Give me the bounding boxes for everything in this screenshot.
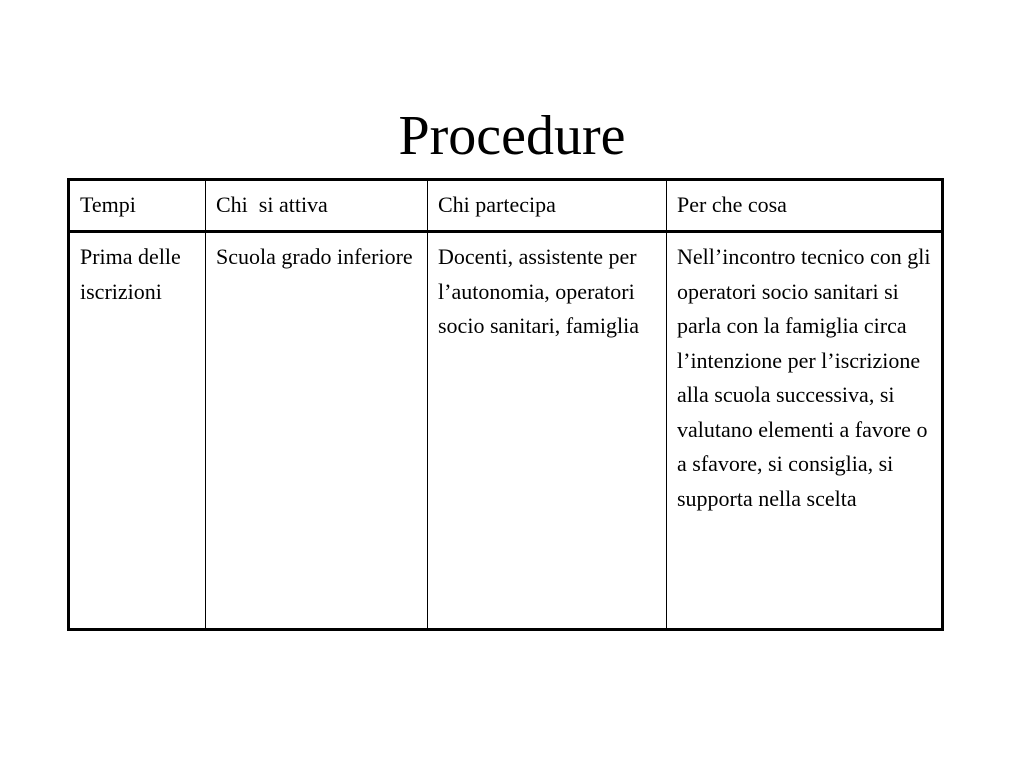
header-tempi (69, 180, 206, 232)
header-label: Chi si attiva (216, 192, 328, 217)
cell-chi-si-attiva (206, 232, 428, 630)
table-header-row (69, 180, 943, 232)
cell-chi-partecipa (428, 232, 667, 630)
procedure-table (67, 178, 944, 631)
header-label: Chi partecipa (438, 192, 556, 217)
cell-text: Scuola grado inferiore (216, 244, 413, 269)
slide-title: Procedure (398, 105, 626, 167)
cell-text: Docenti, assistente per l’autonomia, operatori socio sanitari, famiglia (438, 244, 639, 338)
header-label: Tempi (80, 192, 136, 217)
cell-tempi (69, 232, 206, 630)
cell-text: Prima delle iscrizioni (80, 244, 181, 304)
header-chi-partecipa (428, 180, 667, 232)
header-per-che-cosa (667, 180, 943, 232)
cell-text: Nell’incontro tecnico con gli operatori socio sanitari si parla con la famiglia circa l’intenzione per l’iscrizione alla scuola successiva, si valutano elementi a favore o a sfavore, si consiglia, si supporta nella scelta (677, 244, 931, 511)
header-label: Per che cosa (677, 192, 787, 217)
header-chi-si-attiva (206, 180, 428, 232)
cell-per-che-cosa (667, 232, 943, 630)
table-row (69, 232, 943, 630)
